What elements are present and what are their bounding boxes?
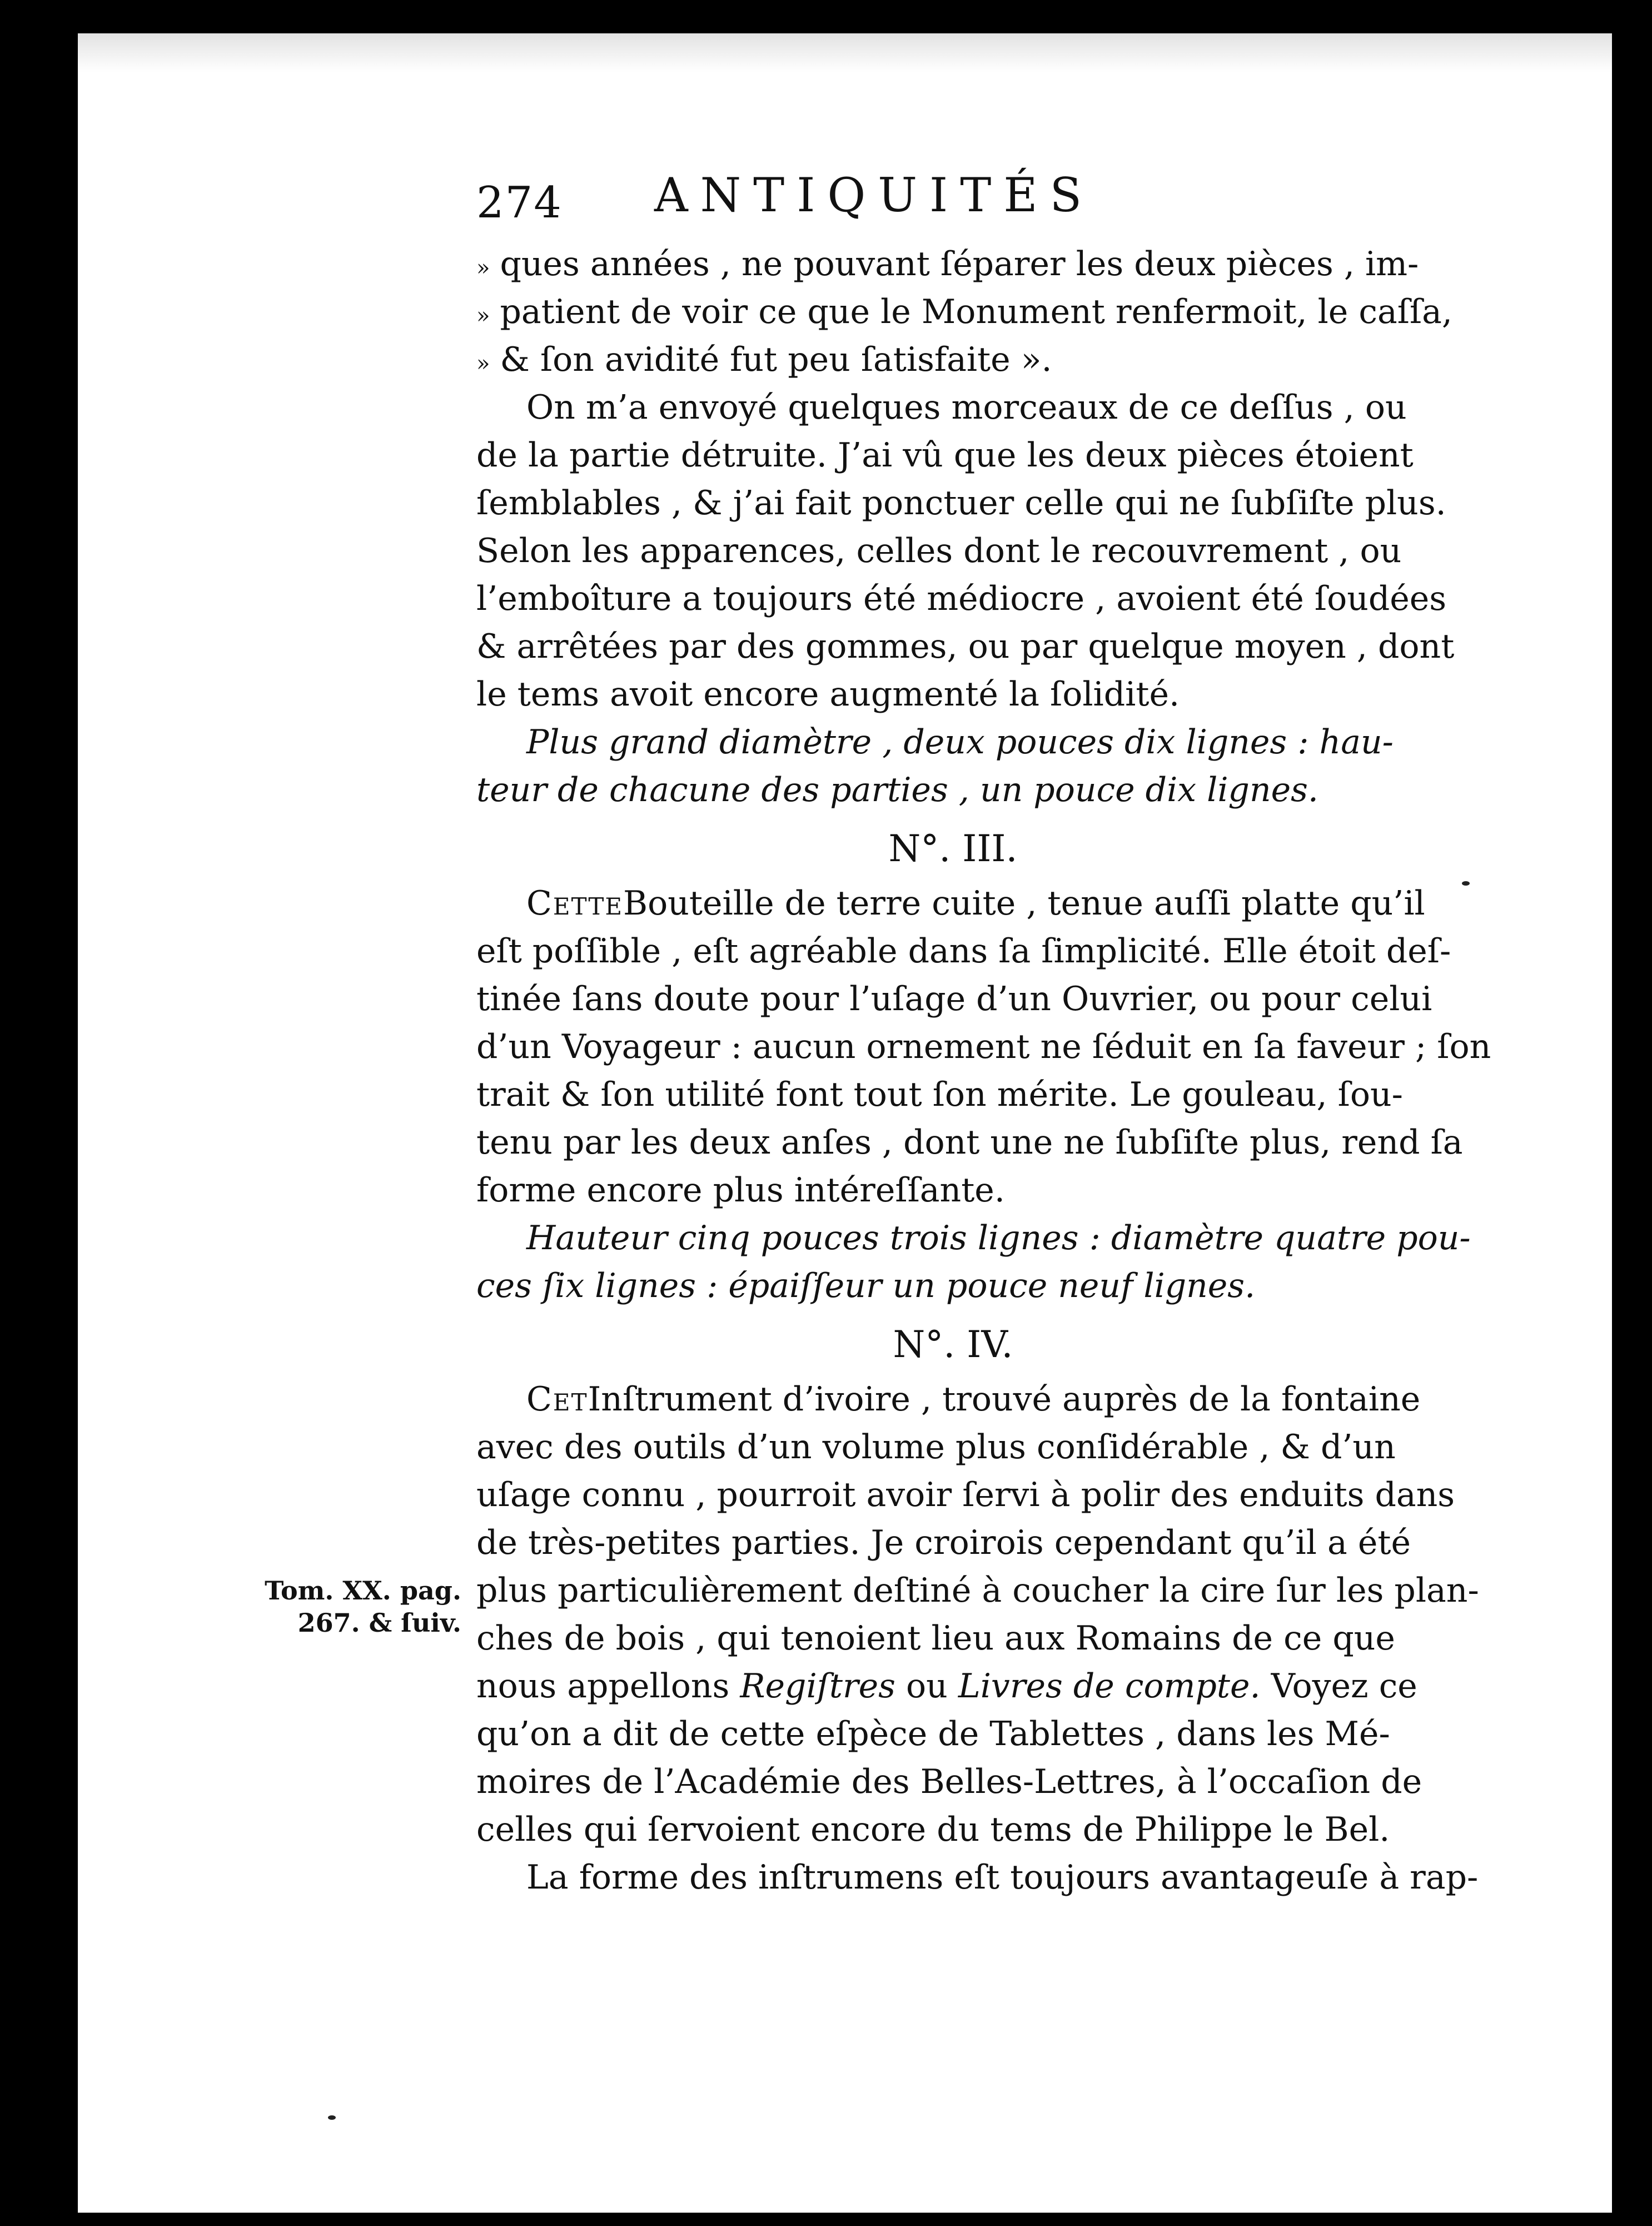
paragraph-line: On m’a envoyé quelques morceaux de ce deſſus , ou	[526, 388, 1407, 427]
section-heading: N°. III.	[888, 827, 1018, 870]
paragraph-line	[476, 1375, 1430, 1423]
quote-line	[476, 288, 1452, 336]
italic-term: Livres de compte.	[958, 1667, 1261, 1706]
paragraph-line: uſage connu , pourroit avoir ſervi à polir des enduits dans	[476, 1475, 1455, 1514]
paragraph-line: plus particulièrement deſtiné à coucher la cire ſur les plan-	[476, 1571, 1479, 1610]
measurement-line: Plus grand diamètre , deux pouces dix lignes : hau-	[526, 723, 1394, 762]
paragraph-line: de la partie détruite. J’ai vû que les deux pièces étoient	[476, 436, 1414, 475]
paragraph-line: forme encore plus intéreſſante.	[476, 1171, 1005, 1210]
line-text: ou	[895, 1667, 958, 1706]
margin-note-line: 267. & ſuiv.	[297, 1608, 461, 1638]
quote-mark: »	[476, 255, 490, 281]
line-text: nous appellons	[476, 1667, 740, 1706]
quote-text: patient de voir ce que le Monument renfermoit, le caſſa,	[500, 292, 1452, 331]
page-header	[476, 161, 1243, 228]
paragraph-line: tenu par les deux anſes , dont une ne ſubſiſte plus, rend ſa	[476, 1123, 1463, 1162]
paragraph-line: La forme des inſtrumens eſt toujours avantageuſe à rap-	[526, 1858, 1479, 1897]
paragraph-line: le tems avoit encore augmenté la ſolidité.	[476, 675, 1180, 714]
lead-word: Cette	[526, 884, 624, 923]
quote-mark: »	[476, 303, 490, 329]
quote-text: ques années , ne pouvant ſéparer les deux pièces , im-	[500, 245, 1419, 284]
line-text: Voyez ce	[1260, 1667, 1417, 1706]
paragraph-line: l’emboîture a toujours été médiocre , avoient été ſoudées	[476, 579, 1447, 618]
quote-line	[476, 240, 1430, 288]
ink-speck	[1462, 881, 1470, 886]
quote-text: & ſon avidité fut peu ſatisfaite ».	[500, 340, 1052, 379]
paragraph-line	[476, 880, 1430, 927]
page-edge-shadow	[78, 33, 1612, 72]
paragraph-line: Selon les apparences, celles dont le recouvrement , ou	[476, 531, 1402, 570]
paragraph-line: tinée ſans doute pour l’uſage d’un Ouvrier, ou pour celui	[476, 980, 1432, 1018]
line-text: Bouteille de terre cuite , tenue auſſi platte qu’il	[623, 884, 1425, 923]
measurement-line: teur de chacune des parties , un pouce dix lignes.	[476, 771, 1318, 809]
running-title: ANTIQUITÉS	[654, 168, 1094, 222]
paragraph-line: de très-petites parties. Je croirois cependant qu’il a été	[476, 1523, 1411, 1562]
margin-note	[239, 1574, 461, 1639]
quote-mark: »	[476, 351, 490, 376]
ink-speck	[328, 2115, 336, 2120]
lead-word: Cet	[526, 1380, 588, 1419]
paragraph-line: d’un Voyageur : aucun ornement ne ſéduit en ſa faveur ; ſon	[476, 1027, 1491, 1066]
paragraph-line: trait & ſon utilité font tout ſon mérite. Le gouleau, ſou-	[476, 1075, 1403, 1114]
paragraph-line: eſt poſſible , eſt agréable dans ſa ſimplicité. Elle étoit deſ-	[476, 932, 1451, 971]
paragraph-line: ſemblables , & j’ai fait ponctuer celle qui ne ſubſiſte plus.	[476, 484, 1446, 523]
measurement-line: Hauteur cinq pouces trois lignes : diamètre quatre pou-	[526, 1219, 1471, 1258]
paragraph-line	[476, 1662, 1430, 1710]
paragraph-line: moires de l’Académie des Belles-Lettres, à l’occaſion de	[476, 1762, 1422, 1801]
paragraph-line: qu’on a dit de cette eſpèce de Tablettes , dans les Mé-	[476, 1715, 1390, 1753]
paragraph-line: ches de bois , qui tenoient lieu aux Romains de ce que	[476, 1619, 1395, 1658]
paragraph-line: celles qui ſervoient encore du tems de Philippe le Bel.	[476, 1810, 1390, 1849]
italic-term: Regiſtres	[740, 1667, 895, 1706]
quote-line	[476, 336, 1430, 384]
measurement-line: ces ſix lignes : épaiſſeur un pouce neuf lignes.	[476, 1266, 1256, 1305]
paragraph-line: & arrêtées par des gommes, ou par quelque moyen , dont	[476, 627, 1455, 666]
page-number: 274	[476, 178, 563, 228]
section-heading: N°. IV.	[893, 1323, 1013, 1366]
margin-note-line: Tom. XX. pag.	[265, 1576, 461, 1606]
line-text: Inſtrument d’ivoire , trouvé auprès de la fontaine	[588, 1380, 1421, 1419]
main-text	[476, 240, 1491, 1901]
paragraph-line: avec des outils d’un volume plus conſidérable , & d’un	[476, 1428, 1396, 1467]
